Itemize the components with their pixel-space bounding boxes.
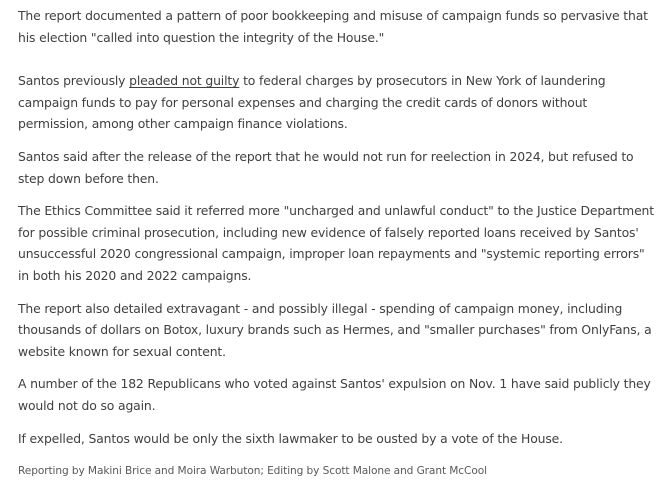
paragraph-extravagant-spending: The report also detailed extravagant - and possibly illegal - spending of campaign money, including thousands of dollars on Botox, luxury brands such as Hermes, and "smaller purchases" from OnlyFans, a website known for sexual content. [18, 300, 652, 359]
paragraph-pleaded-not-guilty [18, 70, 658, 135]
pleaded-not-guilty-link[interactable]: pleaded not guilty [129, 73, 240, 89]
paragraph-report-documented: The report documented a pattern of poor bookkeeping and misuse of campaign funds so pervasive that his election "called into question the integrity of the House." [18, 8, 648, 45]
paragraph-text-before-link: Santos previously [18, 73, 130, 89]
paragraph-ethics-committee: The Ethics Committee said it referred more "uncharged and unlawful conduct" to the Justice Department for possible criminal prosecution, including new evidence of falsely reported loans received by Santos' unsuccessful 2020 congressional campaign, improper loan repayments and "systemic reporting errors" in both his 2020 and 2022 campaigns. [18, 203, 654, 283]
paragraph-no-reelection: Santos said after the release of the report that he would not run for reelection in 2024, but refused to step down before then. [18, 148, 634, 186]
paragraph-sixth-lawmaker: If expelled, Santos would be only the sixth lawmaker to be ousted by a vote of the House. [18, 430, 563, 446]
reporting-credits: Reporting by Makini Brice and Moira Warbuton; Editing by Scott Malone and Grant McCool [18, 465, 487, 478]
paragraph-republicans-vote: A number of the 182 Republicans who voted against Santos' expulsion on Nov. 1 have said publicly they would not do so again. [18, 376, 651, 413]
paragraph-text-after-link: to federal charges by prosecutors in New York of laundering campaign funds to pay for personal expenses and charging the credit cards of donors without permission, among other campaign finance violations. [18, 73, 606, 132]
